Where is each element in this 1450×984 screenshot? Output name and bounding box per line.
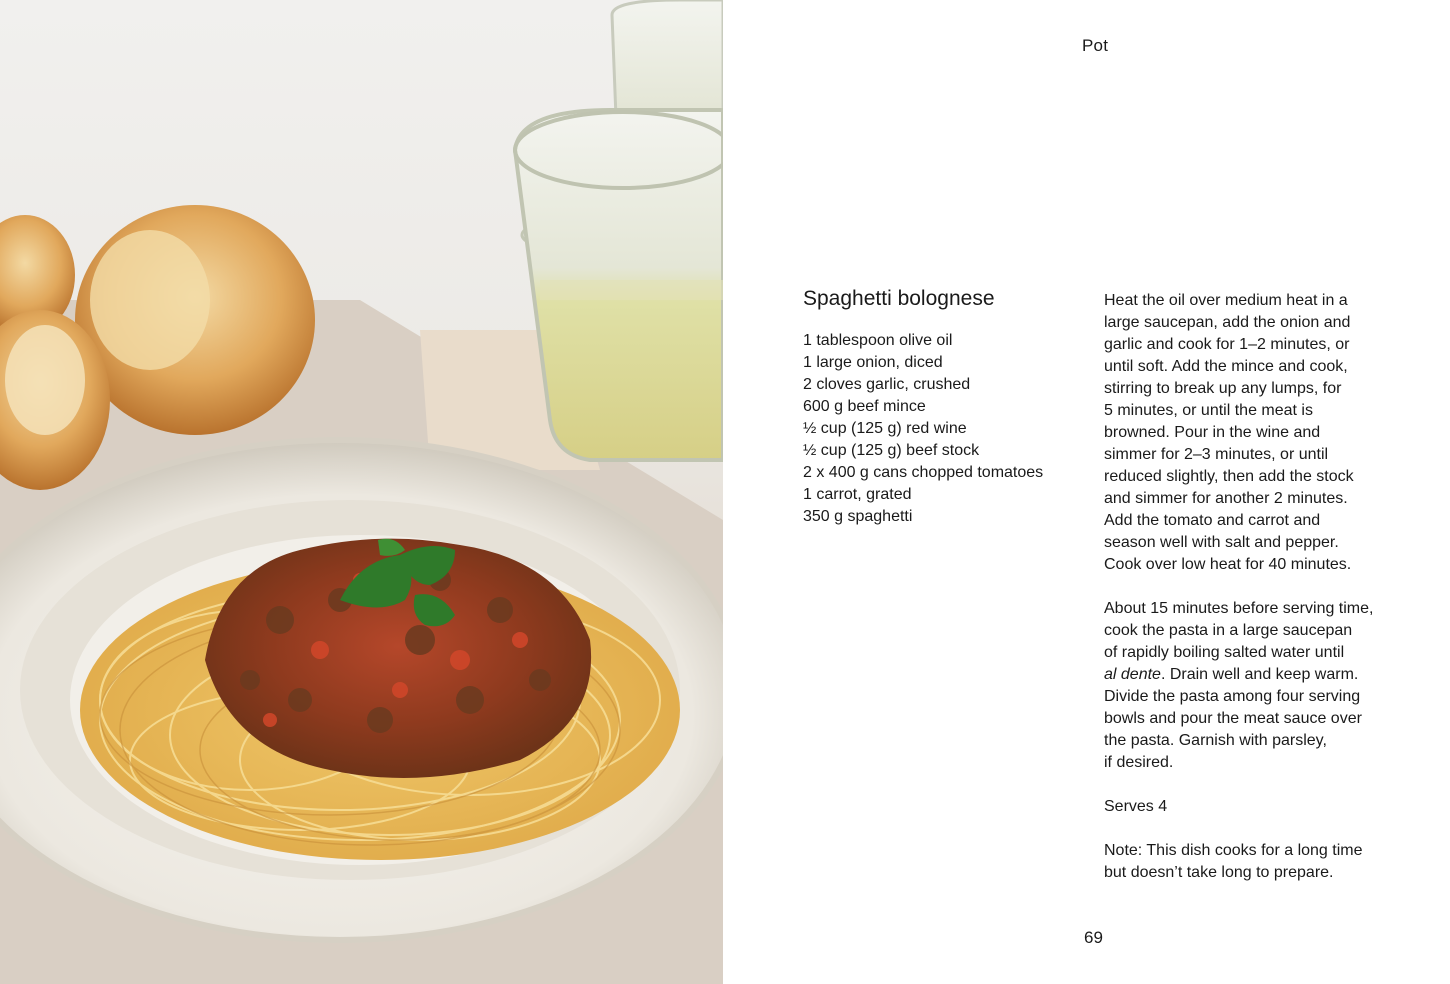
spaghetti-bolognese-photo xyxy=(0,0,723,984)
ingredient-item: 600 g beef mince xyxy=(803,398,926,415)
ingredient-item: ½ cup (125 g) red wine xyxy=(803,420,967,437)
ingredient-item: 1 carrot, grated xyxy=(803,486,912,503)
method-text xyxy=(1104,290,1404,906)
recipe-photo xyxy=(0,0,723,984)
al-dente-italic: al dente xyxy=(1104,666,1161,683)
recipe-title: Spaghetti bolognese xyxy=(803,287,995,310)
serves-text: Serves 4 xyxy=(1104,798,1168,815)
running-header: Pot xyxy=(1082,36,1109,55)
ingredient-item: 2 cloves garlic, crushed xyxy=(803,376,971,393)
ingredient-item: ½ cup (125 g) beef stock xyxy=(803,442,980,459)
note-text: Note: This dish cooks for a long time but doesn’t take long to prepare. xyxy=(1104,842,1363,881)
ingredient-item: 350 g spaghetti xyxy=(803,508,913,525)
page-number: 69 xyxy=(1084,928,1103,947)
method-paragraph-1: Heat the oil over medium heat in a large saucepan, add the onion and garlic and cook for 1–2 minutes, or until soft. Add the mince and cook, stirring to break up any lumps, for 5 minutes, or until the meat is browned. Pour in the wine and simmer for 2–3 minutes, or until reduced slightly, then add the stock and simmer for another 2 minutes. Add the tomato and carrot and season well with salt and pepper. Cook over low heat for 40 minutes. xyxy=(1104,292,1354,573)
method-paragraph-2-start: About 15 minutes before serving time, cook the pasta in a large saucepan of rapidly boiling salted water until xyxy=(1104,600,1374,661)
glasses xyxy=(515,0,723,460)
ingredient-item: 1 large onion, diced xyxy=(803,354,943,371)
method-paragraph-2-end: . Drain well and keep warm. Divide the pasta among four serving bowls and pour the meat sauce over the pasta. Garnish with parsley, if desired. xyxy=(1104,666,1362,771)
ingredient-item: 1 tablespoon olive oil xyxy=(803,332,953,349)
ingredient-list xyxy=(803,330,1093,528)
ingredient-item: 2 x 400 g cans chopped tomatoes xyxy=(803,464,1044,481)
method-paragraph-2 xyxy=(1104,598,1404,774)
